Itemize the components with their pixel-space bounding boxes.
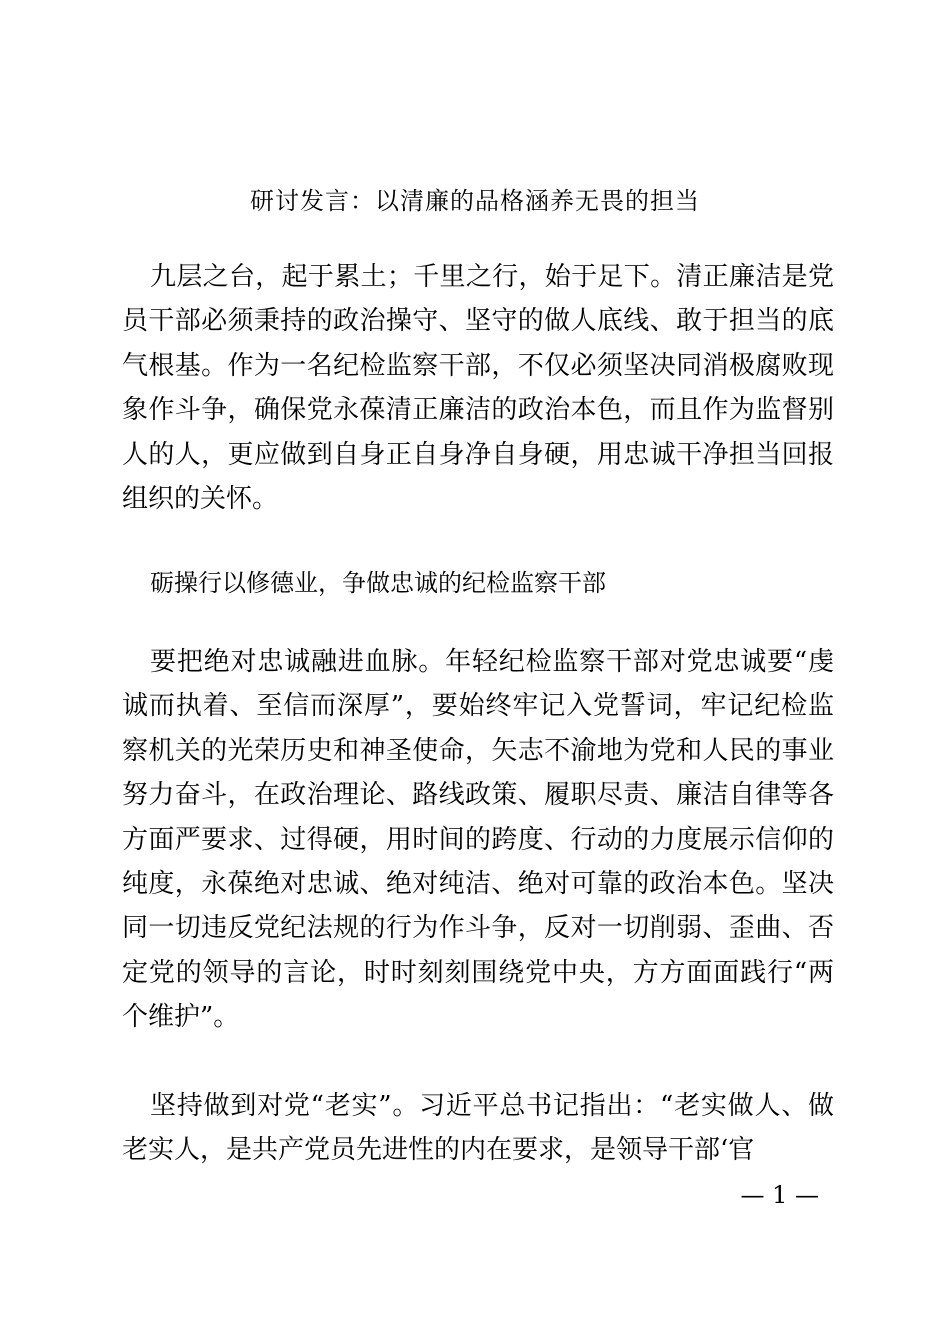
paragraph-honesty: 坚持做到对党“老实”。习近平总书记指出：“老实做人、做老实人，是共产党员先进性的内在要求，是领导干部‘官 <box>122 1091 834 1166</box>
paragraph-loyalty: 要把绝对忠诚融进血脉。年轻纪检监察干部对党忠诚要“虔诚而执着、至信而深厚”，要始终牢记入党誓词，牢记纪检监察机关的光荣历史和神圣使命，矢志不渝地为党和人民的事业努力奋斗，在政治理论、路线政策、履职尽责、廉洁自律等各方面严要求、过得硬，用时间的跨度、行动的力度展示信仰的纯度，永葆绝对忠诚、绝对纯洁、绝对可靠的政治本色。坚决同一切违反党纪法规的行为作斗争，反对一切削弱、歪曲、否定党的领导的言论，时时刻刻围绕党中央，方方面面践行“两个维护”。 <box>122 647 834 1033</box>
paragraph-intro: 九层之台，起于累土；千里之行，始于足下。清正廉洁是党员干部必须秉持的政治操守、坚守的做人底线、敢于担当的底气根基。作为一名纪检监察干部，不仅必须坚决同消极腐败现象作斗争，确保党永葆清正廉洁的政治本色，而且作为监督别人的人，更应做到自身正自身净自身硬，用忠诚干净担当回报组织的关怀。 <box>122 262 834 515</box>
page-number: — 1 — <box>740 1181 819 1209</box>
section-heading: 砺操行以修德业，争做忠诚的纪检监察干部 <box>150 569 606 597</box>
document-title: 研讨发言：以清廉的品格涵养无畏的担当 <box>250 187 700 215</box>
